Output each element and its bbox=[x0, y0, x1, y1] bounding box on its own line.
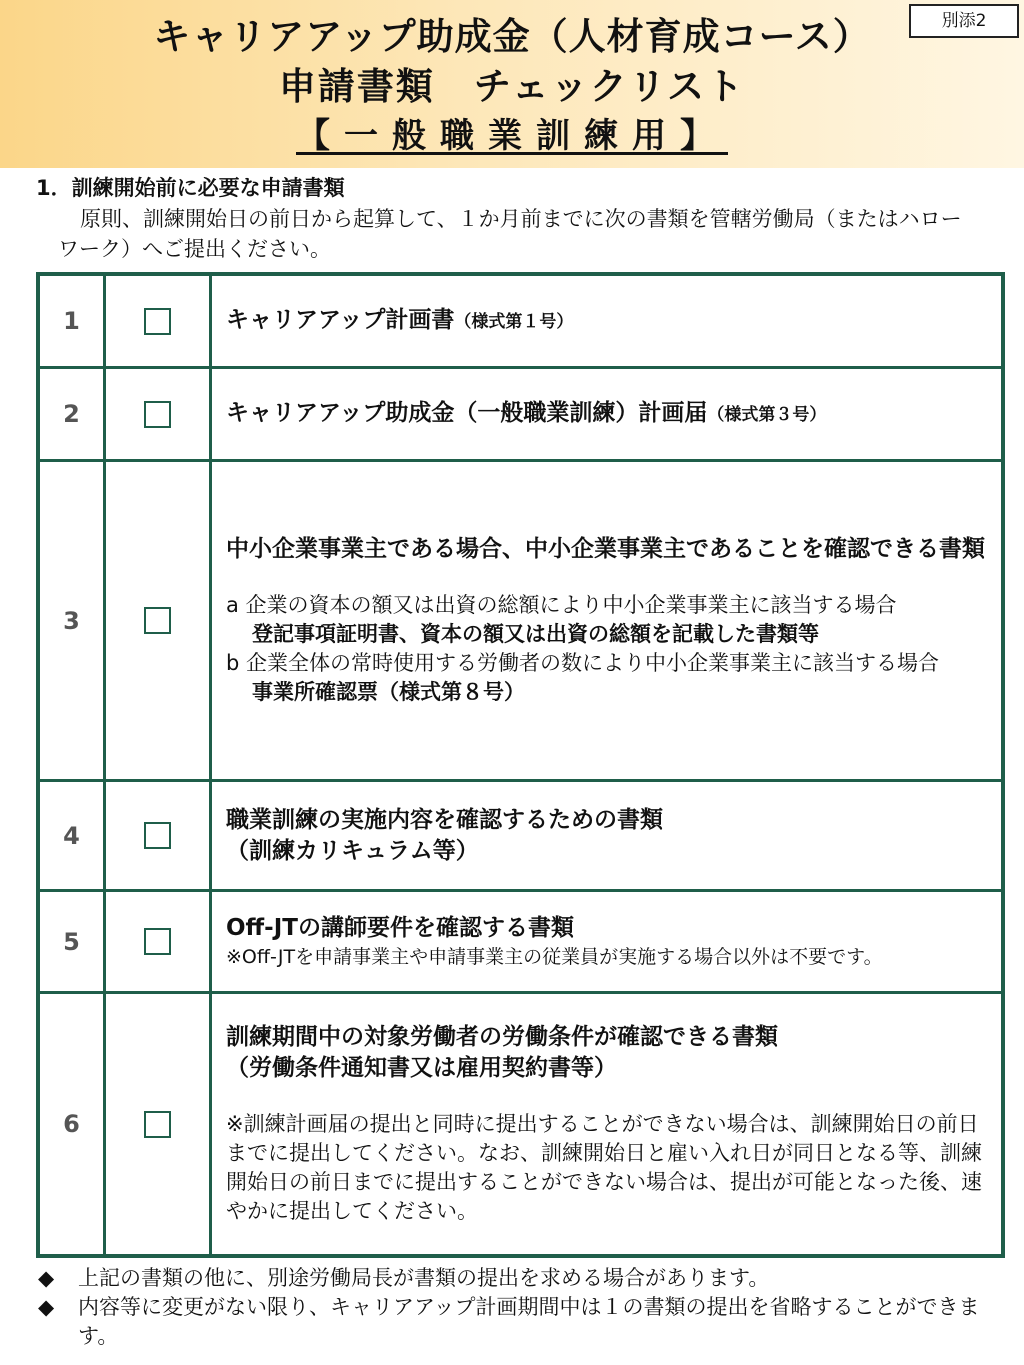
row-3-title: 中小企業事業主である場合、中小企業事業主であることを確認できる書類 bbox=[226, 536, 985, 562]
checkbox-6[interactable] bbox=[144, 1111, 171, 1138]
diamond-bullet-icon: ◆ bbox=[38, 1266, 55, 1290]
row-number: 5 bbox=[40, 892, 106, 991]
row-3-b-text: b 企業全体の常時使用する労働者の数により中小企業事業主に該当する場合 bbox=[226, 651, 940, 675]
row-5-note: ※Off-JTを申請事業主や申請事業主の従業員が実施する場合以外は不要です。 bbox=[226, 946, 883, 968]
diamond-bullet-icon: ◆ bbox=[38, 1295, 55, 1319]
checklist-row-3 bbox=[40, 462, 1001, 782]
checklist-table bbox=[36, 272, 1005, 1258]
row-number: 6 bbox=[40, 994, 106, 1254]
row-number: 2 bbox=[40, 369, 106, 459]
checkbox-2[interactable] bbox=[144, 401, 171, 428]
title-line-2: 申請書類 チェックリスト bbox=[278, 65, 746, 108]
title-line-3 bbox=[0, 108, 1024, 157]
row-4-line-2: （訓練カリキュラム等） bbox=[226, 837, 479, 864]
checklist-row-2 bbox=[40, 369, 1001, 462]
header-banner bbox=[0, 0, 1024, 168]
checklist-row-5 bbox=[40, 892, 1001, 994]
row-2-title: キャリアアップ助成金（一般職業訓練）計画届 bbox=[226, 399, 708, 426]
section-title: 1．訓練開始前に必要な申請書類 bbox=[36, 176, 345, 200]
title-line-3-text: 【一般職業訓練用】 bbox=[296, 116, 728, 156]
row-5-title: Off-JTの講師要件を確認する書類 bbox=[226, 915, 574, 941]
row-6-note: ※訓練計画届の提出と同時に提出することができない場合は、訓練開始日の前日までに提出してください。なお、訓練開始日と雇い入れ日が同日となる等、訓練開始日の前日までに提出することができない場合は、提出が可能となった後、速やかに提出してください。 bbox=[226, 1112, 982, 1223]
row-number: 3 bbox=[40, 462, 106, 779]
checkbox-4[interactable] bbox=[144, 822, 171, 849]
appendix-label: 別添2 bbox=[909, 4, 1019, 38]
title-line-1: キャリアアップ助成金（人材育成コース） bbox=[153, 15, 871, 58]
row-1-title-line bbox=[226, 305, 987, 338]
note-text: 内容等に変更がない限り、キャリアアップ計画期間中は１の書類の提出を省略することができます。 bbox=[78, 1295, 980, 1348]
checklist-row-6 bbox=[40, 994, 1001, 1254]
row-3-b-doc: 事業所確認票（様式第８号） bbox=[252, 680, 525, 704]
row-1-form: （様式第１号） bbox=[454, 311, 574, 332]
row-2-form: （様式第３号） bbox=[707, 404, 827, 425]
row-1-title: キャリアアップ計画書 bbox=[226, 306, 455, 333]
row-number: 4 bbox=[40, 782, 106, 889]
row-3-a-text: a 企業の資本の額又は出資の総額により中小企業事業主に該当する場合 bbox=[226, 593, 897, 617]
row-6-line-1: 訓練期間中の対象労働者の労働条件が確認できる書類 bbox=[226, 1024, 778, 1050]
row-number: 1 bbox=[40, 276, 106, 366]
checkbox-5[interactable] bbox=[144, 928, 171, 955]
note-item bbox=[38, 1264, 988, 1293]
checklist-row-4 bbox=[40, 782, 1001, 892]
note-item bbox=[38, 1293, 988, 1351]
checkbox-3[interactable] bbox=[144, 607, 171, 634]
footer-notes bbox=[38, 1264, 988, 1351]
section-intro: 原則、訓練開始日の前日から起算して、１か月前までに次の書類を管轄労働局（またはハローワーク）へご提出ください。 bbox=[58, 207, 962, 261]
checklist-row-1 bbox=[40, 276, 1001, 369]
note-text: 上記の書類の他に、別途労働局長が書類の提出を求める場合があります。 bbox=[78, 1266, 770, 1290]
row-4-line-1: 職業訓練の実施内容を確認するための書類 bbox=[226, 806, 663, 833]
row-2-title-line bbox=[226, 398, 987, 431]
row-3-a-doc: 登記事項証明書、資本の額又は出資の総額を記載した書類等 bbox=[252, 622, 819, 646]
row-6-line-2: （労働条件通知書又は雇用契約書等） bbox=[226, 1055, 617, 1081]
checkbox-1[interactable] bbox=[144, 308, 171, 335]
